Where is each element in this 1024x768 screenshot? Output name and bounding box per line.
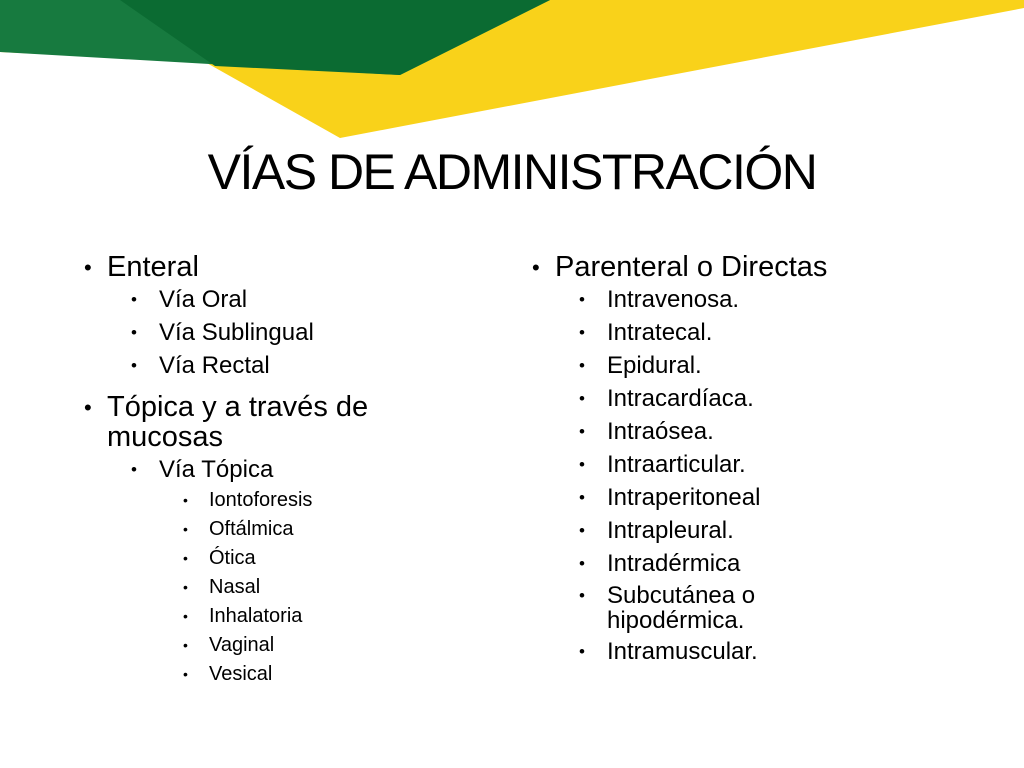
list-item: • Oftálmica — [183, 517, 484, 541]
list-item-enteral — [84, 252, 484, 380]
topica-sublist — [107, 456, 484, 686]
subgroup-label: Vía Tópica — [159, 456, 274, 483]
parenteral-sublist — [555, 286, 1002, 666]
list-item: • Intramuscular. — [579, 638, 1002, 666]
slide-title: VÍAS DE ADMINISTRACIÓN — [207, 144, 817, 200]
list-item-topica — [84, 392, 484, 686]
list-item: • Vaginal — [183, 633, 484, 657]
list-item: • Intradérmica — [579, 550, 1002, 578]
group-label: Enteral — [107, 251, 199, 283]
list-item: • Nasal — [183, 575, 484, 599]
list-item: • Subcutánea o hipodérmica. — [579, 583, 807, 633]
right-list — [532, 252, 1002, 666]
list-item: • Vía Sublingual — [131, 319, 484, 347]
list-item: • Intraperitoneal — [579, 484, 1002, 512]
list-item: • Intraarticular. — [579, 451, 1002, 479]
list-item: • Intraósea. — [579, 418, 1002, 446]
list-item: • Vesical — [183, 662, 484, 686]
group-label: Parenteral o Directas — [555, 251, 828, 283]
group-label: Tópica y a través de mucosas — [107, 391, 369, 453]
list-item-parenteral — [532, 252, 1002, 666]
right-column — [532, 252, 1002, 674]
list-item: • Inhalatoria — [183, 604, 484, 628]
via-topica-sublist — [159, 488, 484, 686]
list-item: • Vía Oral — [131, 286, 484, 314]
list-item: • Vía Rectal — [131, 352, 484, 380]
decorative-banner — [0, 0, 1024, 140]
list-item: • Intratecal. — [579, 319, 1002, 347]
list-item: • Ótica — [183, 546, 484, 570]
list-item: • Intrapleural. — [579, 517, 1002, 545]
left-column — [84, 252, 484, 694]
list-item: • Epidural. — [579, 352, 1002, 380]
list-item: • Iontoforesis — [183, 488, 484, 512]
list-item: • Intravenosa. — [579, 286, 1002, 314]
list-item-via-topica — [131, 456, 484, 686]
left-list — [84, 252, 484, 686]
list-item: • Intracardíaca. — [579, 385, 1002, 413]
enteral-sublist — [107, 286, 484, 380]
